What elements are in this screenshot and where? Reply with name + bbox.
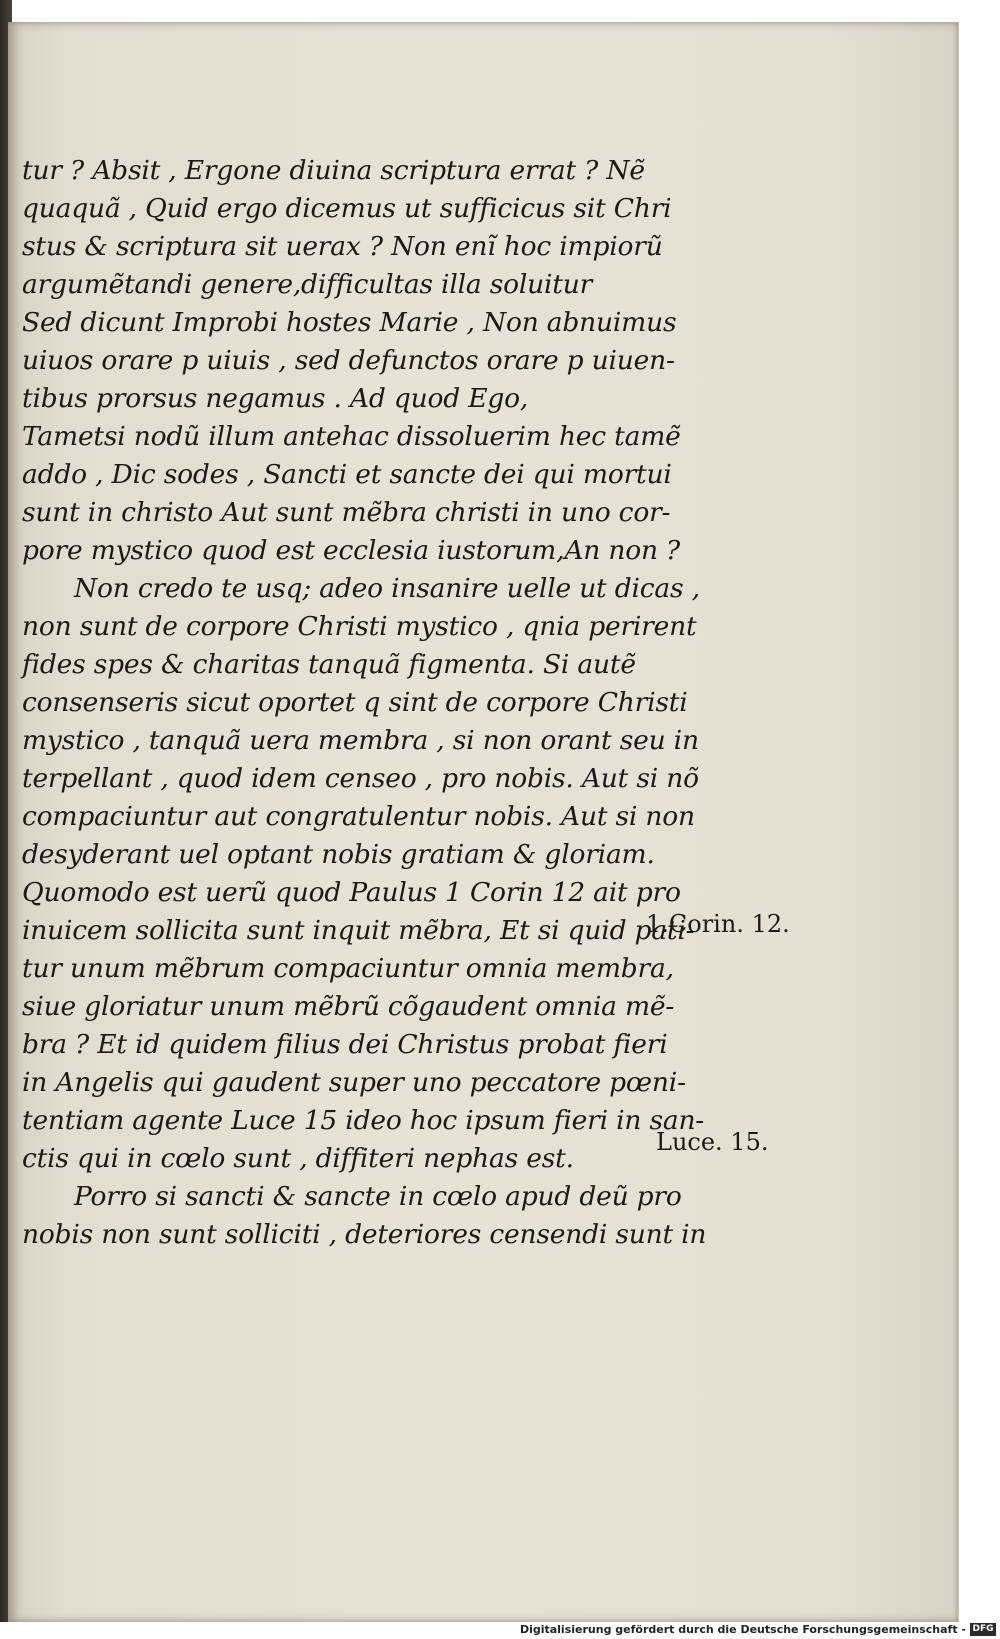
- text-line: fides spes & charitas tanquã figmenta. Si autẽ: [22, 649, 636, 680]
- text-line: nobis non sunt solliciti , deteriores censendi sunt in: [22, 1219, 707, 1250]
- text-line: in Angelis qui gaudent super uno peccatore pœni-: [22, 1067, 686, 1098]
- text-line: bra ? Et id quidem filius dei Christus probat fieri: [22, 1029, 668, 1060]
- text-line: argumẽtandi genere,difficultas illa soluitur: [22, 269, 593, 300]
- text-line: tentiam agente Luce 15 ideo hoc ipsum fieri in san-: [22, 1105, 705, 1136]
- text-line: quaquã , Quid ergo dicemus ut sufficicus sit Chri: [22, 193, 672, 224]
- text-line: pore mystico quod est ecclesia iustorum,An non ?: [22, 535, 681, 566]
- text-line: uiuos orare p uiuis , sed defunctos orare p uiuen-: [22, 345, 675, 376]
- text-line: Quomodo est uerũ quod Paulus 1 Corin 12 ait pro: [22, 877, 681, 908]
- text-line: tur ? Absit , Ergone diuina scriptura errat ? Nẽ: [22, 155, 645, 186]
- text-line: compaciuntur aut congratulentur nobis. Aut si non: [22, 801, 695, 832]
- text-line: sunt in christo Aut sunt mẽbra christi in uno cor-: [22, 497, 671, 528]
- footer-bar: [0, 1622, 1000, 1639]
- text-line: inuicem sollicita sunt inquit mẽbra, Et si quid pati-: [22, 915, 695, 946]
- text-line: non sunt de corpore Christi mystico , qnia perirent: [22, 611, 697, 642]
- text-line: Porro si sancti & sancte in cœlo apud deũ pro: [74, 1181, 682, 1212]
- body-text: [22, 152, 707, 1254]
- book-page: [8, 22, 959, 1622]
- footer-credit: Digitalisierung gefördert durch die Deutsche Forschungsgemeinschaft -: [519, 1623, 966, 1636]
- text-line: consenseris sicut oportet q sint de corpore Christi: [22, 687, 688, 718]
- text-line: mystico , tanquã uera membra , si non orant seu in: [22, 725, 699, 756]
- margin-note-corinthians: 1.Corin. 12.: [646, 910, 790, 938]
- text-line: addo , Dic sodes , Sancti et sancte dei qui mortui: [22, 459, 672, 490]
- text-line: ctis qui in cœlo sunt , diffiteri nephas est.: [22, 1143, 574, 1174]
- top-border: [0, 0, 1000, 22]
- margin-note-luke: Luce. 15.: [656, 1128, 769, 1156]
- dfg-logo: DFG: [970, 1623, 996, 1636]
- text-line: desyderant uel optant nobis gratiam & gloriam.: [22, 839, 655, 870]
- text-line: terpellant , quod idem censeo , pro nobis. Aut si nõ: [22, 763, 699, 794]
- text-line: tur unum mẽbrum compaciuntur omnia membra,: [22, 953, 674, 984]
- text-line: siue gloriatur unum mẽbrũ cõgaudent omnia mẽ-: [22, 991, 675, 1022]
- text-line: tibus prorsus negamus . Ad quod Ego,: [22, 383, 529, 414]
- text-line: Tametsi nodũ illum antehac dissoluerim hec tamẽ: [22, 421, 681, 452]
- text-line: Sed dicunt Improbi hostes Marie , Non abnuimus: [22, 307, 677, 338]
- text-line: Non credo te usq; adeo insanire uelle ut dicas ,: [74, 573, 700, 604]
- text-line: stus & scriptura sit uerax ? Non enĩ hoc impiorũ: [22, 231, 663, 262]
